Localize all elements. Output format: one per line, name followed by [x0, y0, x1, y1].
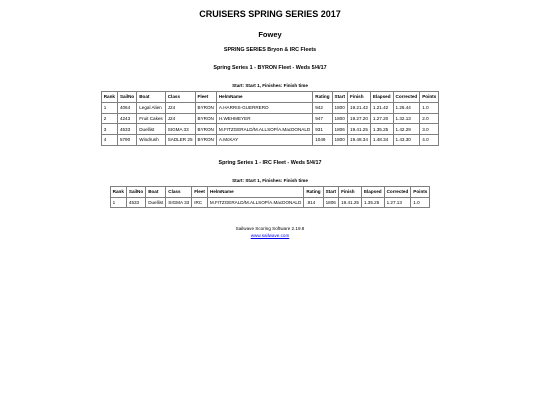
series-title: SPRING SERIES Bryon & IRC Fleets [223, 47, 317, 53]
table-cell: J24 [165, 113, 195, 124]
table-cell: IRC [192, 197, 208, 208]
table-cell: Legal Alien [137, 102, 166, 113]
table-cell: 942 [313, 102, 332, 113]
column-header: Boat [137, 92, 166, 103]
table-cell: 1.35.25 [361, 197, 384, 208]
column-header: Rating [304, 186, 323, 197]
race-title-irc: Spring Series 1 - IRC Fleet - Weds 5/4/17 [218, 159, 322, 166]
table-cell: 1800 [332, 102, 347, 113]
race-title-byron: Spring Series 1 - BYRON Fleet - Weds 5/4/17 [213, 65, 327, 71]
column-header: Finish [348, 92, 371, 103]
column-header: Rank [110, 186, 126, 197]
table-cell: 19.41.25 [348, 124, 371, 135]
column-header: Start [323, 186, 338, 197]
column-header: HelmName [207, 186, 303, 197]
column-header: Fleet [192, 186, 208, 197]
table-cell: 4243 [117, 113, 136, 124]
table-cell: 2.0 [420, 113, 439, 124]
table-header-row [101, 92, 439, 103]
column-header: Elapsed [361, 186, 384, 197]
column-header: Rank [101, 92, 117, 103]
table-cell: 3 [101, 124, 117, 135]
table-cell: 4.0 [420, 135, 439, 146]
table-cell: 3.0 [420, 124, 439, 135]
column-header: Rating [313, 92, 332, 103]
table-cell: 947 [313, 113, 332, 124]
table-cell: 19.41.25 [339, 197, 362, 208]
software-credit: Sailwave Scoring Software 2.19.8 [235, 226, 305, 232]
column-header: Elapsed [370, 92, 393, 103]
column-header: Fleet [195, 92, 216, 103]
column-header: HelmName [216, 92, 312, 103]
table-cell: 1.42.29 [393, 124, 420, 135]
table-cell: 1806 [323, 197, 338, 208]
table-cell: 931 [313, 124, 332, 135]
table-row [101, 102, 439, 113]
column-header: Corrected [384, 186, 411, 197]
table-cell: H.WEHMEYER [216, 113, 312, 124]
column-header: Corrected [393, 92, 420, 103]
column-header: SailNo [126, 186, 145, 197]
table-cell: 1800 [332, 113, 347, 124]
table-cell: 19.48.34 [348, 135, 371, 146]
footer [0, 226, 540, 239]
column-header: Start [332, 92, 347, 103]
table-cell: BYRON [195, 124, 216, 135]
club-name: Fowey [258, 30, 282, 39]
column-header: Points [411, 186, 430, 197]
table-cell: 4533 [117, 124, 136, 135]
column-header: Class [165, 92, 195, 103]
table-row [101, 135, 439, 146]
page-title: CRUISERS SPRING SERIES 2017 [199, 9, 341, 19]
table-cell: 1.0 [420, 102, 439, 113]
table-cell: Duellist [146, 197, 166, 208]
table-cell: A.McKAY [216, 135, 312, 146]
table-cell: 1800 [332, 135, 347, 146]
table-cell: 1.21.42 [370, 102, 393, 113]
table-row [101, 124, 439, 135]
table-cell: 1.48.34 [370, 135, 393, 146]
table-cell: 1049 [313, 135, 332, 146]
table-cell: J24 [165, 102, 195, 113]
table-cell: 1.32.13 [393, 113, 420, 124]
column-header: Boat [146, 186, 166, 197]
table-cell: BYRON [195, 135, 216, 146]
table-header-row [110, 186, 430, 197]
table-cell: M.FITZGERALD/M.ALLSOP/A.MacDONALD [216, 124, 312, 135]
column-header: Class [166, 186, 192, 197]
table-cell: Duellist [137, 124, 166, 135]
table-cell: SIGMA 33 [166, 197, 192, 208]
start-info-byron: Start: Start 1, Finishes: Finish time [232, 83, 308, 88]
sailwave-link[interactable]: www.sailwave.com [250, 232, 290, 238]
table-cell: 1.0 [411, 197, 430, 208]
table-cell: M.FITZGERALD/M.ALLSOP/A.MacDONALD [207, 197, 303, 208]
table-cell: 1806 [332, 124, 347, 135]
table-cell: 19.27.20 [348, 113, 371, 124]
column-header: Finish [339, 186, 362, 197]
table-cell: BYRON [195, 113, 216, 124]
table-cell: 1.43.30 [393, 135, 420, 146]
table-cell: 1.27.20 [370, 113, 393, 124]
column-header: Points [420, 92, 439, 103]
table-row [101, 113, 439, 124]
table-cell: SIGMA 33 [165, 124, 195, 135]
start-info-irc: Start: Start 1, Finishes: Finish time [232, 177, 308, 183]
table-cell: 1 [101, 102, 117, 113]
table-cell: 1.27.13 [384, 197, 411, 208]
table-cell: BYRON [195, 102, 216, 113]
table-cell: 4064 [117, 102, 136, 113]
table-cell: 2 [101, 113, 117, 124]
table-cell: 4533 [126, 197, 145, 208]
table-cell: 4 [101, 135, 117, 146]
table-cell: 19.21.42 [348, 102, 371, 113]
table-cell: Windrush [137, 135, 166, 146]
table-cell: 1.26.44 [393, 102, 420, 113]
table-cell: 5790 [117, 135, 136, 146]
table-cell: .914 [304, 197, 323, 208]
table-cell: Fruit Cakes [137, 113, 166, 124]
table-cell: A.HARRIS-GUERRERO [216, 102, 312, 113]
table-cell: SADLER 25 [165, 135, 195, 146]
table-row [110, 197, 430, 208]
table-cell: 1.35.25 [370, 124, 393, 135]
table-cell: 1 [110, 197, 126, 208]
results-table-irc [110, 186, 431, 209]
column-header: SailNo [117, 92, 136, 103]
results-table-byron [101, 91, 440, 146]
